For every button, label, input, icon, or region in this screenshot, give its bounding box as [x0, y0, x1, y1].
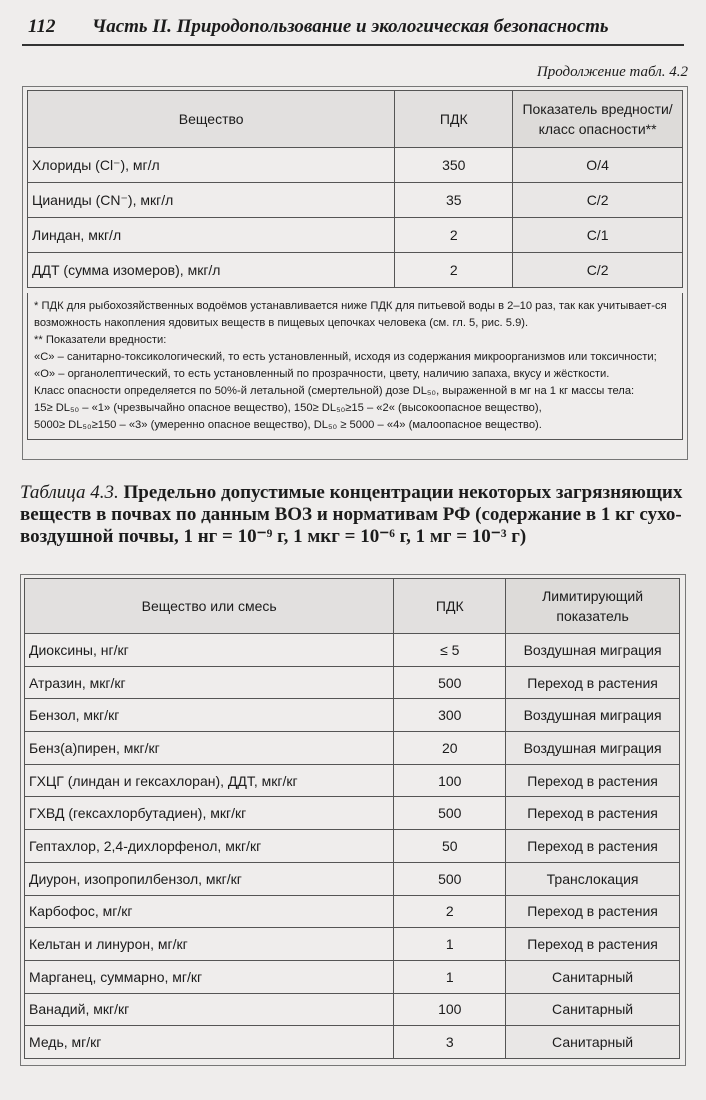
column-header: Вещество или смесь	[25, 579, 394, 634]
footnote-line: 15≥ DL₅₀ – «1» (чрезвычайно опасное вещество), 150≥ DL₅₀≥15 – «2« (высокоопасное вещество),	[34, 402, 542, 414]
substance-cell: Цианиды (CN⁻), мкг/л	[28, 183, 395, 218]
limiting-indicator-cell: Санитарный	[506, 960, 680, 993]
substance-cell: ДДТ (сумма изомеров), мкг/л	[28, 253, 395, 288]
pdk-cell: 500	[394, 666, 506, 699]
substance-cell: Марганец, суммарно, мг/кг	[25, 960, 394, 993]
table-header-row	[25, 579, 680, 634]
limiting-indicator-cell: Воздушная миграция	[506, 634, 680, 667]
pdk-cell: 1	[394, 960, 506, 993]
limiting-indicator-cell: Транслокация	[506, 862, 680, 895]
pdk-cell: 350	[395, 148, 513, 183]
running-head	[22, 14, 684, 46]
pdk-cell: 100	[394, 993, 506, 1026]
substance-cell: ГХВД (гексахлорбутадиен), мкг/кг	[25, 797, 394, 830]
running-head-title: Часть II. Природопользование и экологическая безопасность	[92, 16, 609, 37]
page-number: 112	[28, 16, 56, 37]
table-row	[25, 732, 680, 765]
limiting-indicator-cell: Переход в растения	[506, 764, 680, 797]
column-header: Вещество	[28, 91, 395, 148]
hazard-class-cell: С/1	[513, 218, 683, 253]
table-row	[25, 634, 680, 667]
table-row	[25, 699, 680, 732]
pdk-cell: 2	[395, 218, 513, 253]
pdk-cell: 50	[394, 830, 506, 863]
pdk-cell: 3	[394, 1026, 506, 1059]
column-header: Лимитирующий показатель	[506, 579, 680, 634]
caption-text: Предельно допустимые концентрации некоторых загрязняющих веществ в почвах по данным ВОЗ и нормативам РФ (содержание в 1 кг сухо-воздушной почвы, 1 нг = 10⁻⁹ г, 1 мкг = 10⁻⁶ г, 1 мг = 10⁻³ г)	[20, 482, 683, 547]
column-header: ПДК	[395, 91, 513, 148]
table-continuation-label: Продолжение табл. 4.2	[536, 64, 688, 80]
limiting-indicator-cell: Переход в растения	[506, 895, 680, 928]
limiting-indicator-cell: Переход в растения	[506, 666, 680, 699]
footnote-line: 5000≥ DL₅₀≥150 – «3» (умеренно опасное вещество), DL₅₀ ≥ 5000 – «4» (малоопасное вещество).	[34, 419, 542, 431]
substance-cell: Кельтан и линурон, мг/кг	[25, 928, 394, 961]
table-row	[25, 830, 680, 863]
pdk-cell: 500	[394, 797, 506, 830]
substance-cell: Хлориды (Cl⁻), мг/л	[28, 148, 395, 183]
column-header: ПДК	[394, 579, 506, 634]
limiting-indicator-cell: Переход в растения	[506, 797, 680, 830]
table-row	[28, 218, 683, 253]
table-4-3	[24, 578, 680, 1059]
substance-cell: Диоксины, нг/кг	[25, 634, 394, 667]
limiting-indicator-cell: Переход в растения	[506, 830, 680, 863]
substance-cell: Атразин, мкг/кг	[25, 666, 394, 699]
pdk-cell: 500	[394, 862, 506, 895]
table-row	[25, 764, 680, 797]
limiting-indicator-cell: Санитарный	[506, 1026, 680, 1059]
substance-cell: Линдан, мкг/л	[28, 218, 395, 253]
table-4-2-footnotes	[27, 293, 683, 440]
substance-cell: Бенз(а)пирен, мкг/кг	[25, 732, 394, 765]
pdk-cell: 2	[394, 895, 506, 928]
footnote-line: Класс опасности определяется по 50%-й летальной (смертельной) дозе DL₅₀, выраженной в мг на 1 кг массы тела:	[34, 385, 635, 397]
column-header: Показатель вредности/ класс опасности**	[513, 91, 683, 148]
table-header-row	[28, 91, 683, 148]
pdk-cell: 2	[395, 253, 513, 288]
substance-cell: Ванадий, мкг/кг	[25, 993, 394, 1026]
table-row	[25, 928, 680, 961]
table-row	[25, 895, 680, 928]
limiting-indicator-cell: Воздушная миграция	[506, 699, 680, 732]
table-row	[25, 1026, 680, 1059]
pdk-cell: 20	[394, 732, 506, 765]
table-row	[25, 797, 680, 830]
footnote-line: * ПДК для рыбохозяйственных водоёмов устанавливается ниже ПДК для питьевой воды в 2–10 раз, так как учитывает-ся возможность накопления ядовитых веществ в пищевых цепочках человека (см. гл. 5, рис. 5.9).	[34, 300, 667, 329]
pdk-cell: 1	[394, 928, 506, 961]
pdk-cell: 35	[395, 183, 513, 218]
substance-cell: Диурон, изопропилбензол, мкг/кг	[25, 862, 394, 895]
hazard-class-cell: С/2	[513, 183, 683, 218]
hazard-class-cell: С/2	[513, 253, 683, 288]
table-4-3-caption	[20, 482, 692, 548]
table-row	[25, 960, 680, 993]
table-4-2	[27, 90, 683, 288]
footnote-line: ** Показатели вредности:	[34, 334, 167, 346]
table-row	[28, 148, 683, 183]
substance-cell: Карбофос, мг/кг	[25, 895, 394, 928]
pdk-cell: ≤ 5	[394, 634, 506, 667]
caption-label: Таблица 4.3.	[20, 482, 119, 503]
table-row	[25, 666, 680, 699]
pdk-cell: 100	[394, 764, 506, 797]
table-row	[25, 993, 680, 1026]
footnote-line: «С» – санитарно-токсикологический, то есть установленный, исходя из содержания микроорганизмов или токсичности;	[34, 351, 657, 363]
limiting-indicator-cell: Воздушная миграция	[506, 732, 680, 765]
pdk-cell: 300	[394, 699, 506, 732]
limiting-indicator-cell: Санитарный	[506, 993, 680, 1026]
table-row	[28, 183, 683, 218]
table-row	[28, 253, 683, 288]
substance-cell: ГХЦГ (линдан и гексахлоран), ДДТ, мкг/кг	[25, 764, 394, 797]
substance-cell: Гептахлор, 2,4-дихлорфенол, мкг/кг	[25, 830, 394, 863]
footnote-line: «О» – органолептический, то есть установленный по прозрачности, цвету, наличию запаха, вкусу и жёсткости.	[34, 368, 610, 380]
hazard-class-cell: О/4	[513, 148, 683, 183]
substance-cell: Медь, мг/кг	[25, 1026, 394, 1059]
table-row	[25, 862, 680, 895]
limiting-indicator-cell: Переход в растения	[506, 928, 680, 961]
substance-cell: Бензол, мкг/кг	[25, 699, 394, 732]
